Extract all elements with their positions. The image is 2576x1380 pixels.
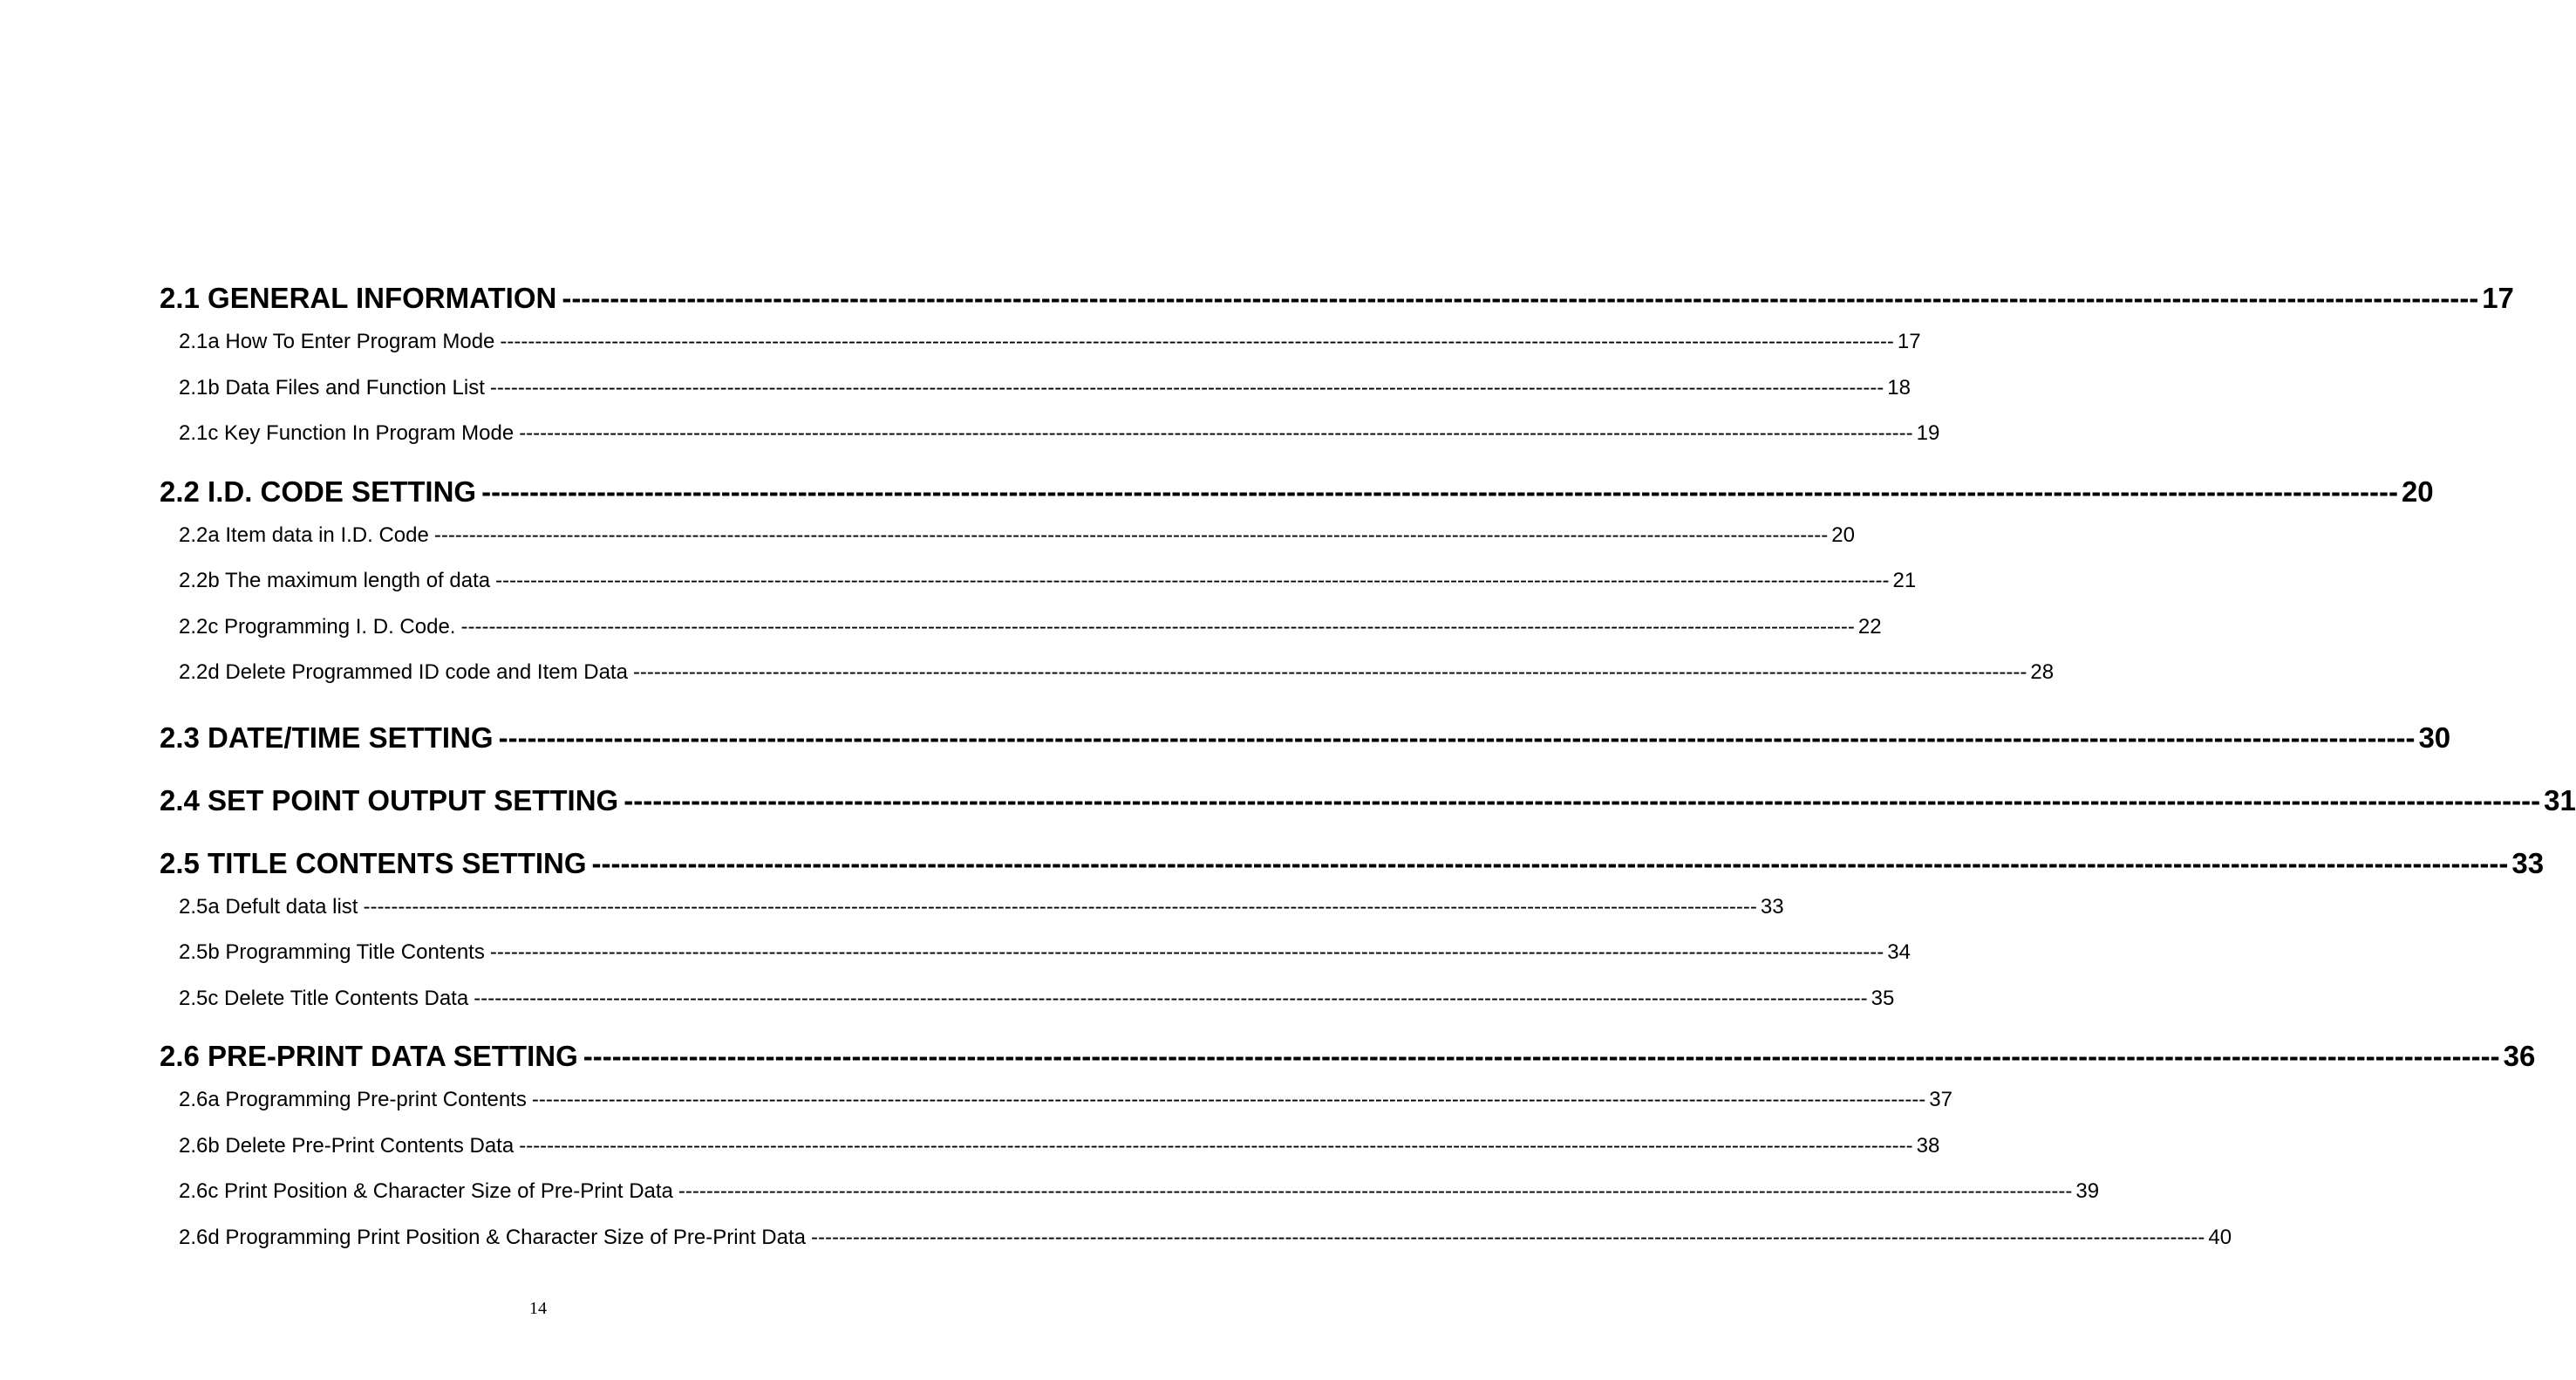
toc-page-number: 20 xyxy=(2401,475,2434,508)
toc-section-2-1[interactable] xyxy=(160,277,2514,319)
toc-subsection-2-2a[interactable] xyxy=(160,513,1855,559)
toc-subsection-title: 2.1a How To Enter Program Mode xyxy=(179,330,495,353)
toc-subsection-2-2b[interactable] xyxy=(160,558,1917,605)
dot-leader: -------------------------------------------------------------------------------------------------------------------------------------------------------------------------------------------------------- xyxy=(678,1179,2073,1203)
toc-page-number: 30 xyxy=(2418,721,2451,754)
dot-leader: -------------------------------------------------------------------------------------------------------------------------------------------------------------------------------------------------------- xyxy=(583,1040,2500,1072)
toc-section-title: 2.4 SET POINT OUTPUT SETTING xyxy=(160,783,619,816)
toc-page-number: 22 xyxy=(1857,614,1882,639)
toc-subsection-title: 2.1b Data Files and Function List xyxy=(179,375,485,400)
dot-leader: -------------------------------------------------------------------------------------------------------------------------------------------------------------------------------------------------------- xyxy=(474,986,1868,1010)
toc-section-title: 2.2 I.D. CODE SETTING xyxy=(160,475,477,508)
dot-leader: -------------------------------------------------------------------------------------------------------------------------------------------------------------------------------------------------------- xyxy=(498,721,2416,754)
dot-leader: -------------------------------------------------------------------------------------------------------------------------------------------------------------------------------------------------------- xyxy=(810,1225,2205,1249)
dot-leader: -------------------------------------------------------------------------------------------------------------------------------------------------------------------------------------------------------- xyxy=(562,282,2479,314)
table-of-contents xyxy=(160,277,2576,1260)
toc-page-number: 38 xyxy=(1916,1133,1940,1158)
toc-subsection-2-5c[interactable] xyxy=(160,976,1895,1022)
toc-subsection-2-1b[interactable] xyxy=(160,365,1911,412)
toc-section-2-2[interactable] xyxy=(160,471,2434,513)
toc-subsection-title: 2.5a Defult data list xyxy=(179,894,358,919)
toc-subsection-2-6d[interactable] xyxy=(160,1215,2232,1261)
toc-section-title: 2.5 TITLE CONTENTS SETTING xyxy=(160,846,587,879)
dot-leader: -------------------------------------------------------------------------------------------------------------------------------------------------------------------------------------------------------- xyxy=(489,940,1884,964)
toc-subsection-2-2c[interactable] xyxy=(160,605,1882,651)
toc-subsection-title: 2.5c Delete Title Contents Data xyxy=(179,986,469,1010)
toc-subsection-title: 2.6d Programming Print Position & Character Size of Pre-Print Data xyxy=(179,1225,806,1249)
dot-leader: -------------------------------------------------------------------------------------------------------------------------------------------------------------------------------------------------------- xyxy=(489,375,1884,400)
toc-page-number: 37 xyxy=(1929,1088,1952,1111)
toc-section-2-5[interactable] xyxy=(160,843,2545,885)
dot-leader: -------------------------------------------------------------------------------------------------------------------------------------------------------------------------------------------------------- xyxy=(519,1133,1913,1158)
toc-subsection-2-6c[interactable] xyxy=(160,1169,2100,1215)
toc-subsection-title: 2.6c Print Position & Character Size of Pre-Print Data xyxy=(179,1179,673,1203)
toc-section-2-3[interactable] xyxy=(160,717,2451,759)
toc-page-number: 20 xyxy=(1831,523,1855,547)
toc-subsection-title: 2.2d Delete Programmed ID code and Item Data xyxy=(179,660,628,684)
dot-leader: -------------------------------------------------------------------------------------------------------------------------------------------------------------------------------------------------------- xyxy=(495,569,1890,592)
dot-leader: -------------------------------------------------------------------------------------------------------------------------------------------------------------------------------------------------------- xyxy=(624,783,2541,816)
toc-subsection-2-6a[interactable] xyxy=(160,1077,1952,1124)
dot-leader: -------------------------------------------------------------------------------------------------------------------------------------------------------------------------------------------------------- xyxy=(363,894,1757,919)
toc-page-number: 18 xyxy=(1887,375,1911,400)
toc-page-number: 33 xyxy=(2511,846,2545,879)
dot-leader: -------------------------------------------------------------------------------------------------------------------------------------------------------------------------------------------------------- xyxy=(460,614,1855,639)
page-number: 14 xyxy=(529,1299,547,1318)
toc-subsection-2-5a[interactable] xyxy=(160,885,1784,931)
dot-leader: -------------------------------------------------------------------------------------------------------------------------------------------------------------------------------------------------------- xyxy=(531,1088,1926,1111)
toc-subsection-title: 2.6a Programming Pre-print Contents xyxy=(179,1088,527,1111)
toc-page-number: 19 xyxy=(1916,421,1940,445)
toc-page-number: 31 xyxy=(2544,783,2576,816)
toc-subsection-2-5b[interactable] xyxy=(160,930,1911,976)
toc-section-title: 2.1 GENERAL INFORMATION xyxy=(160,282,557,314)
dot-leader: -------------------------------------------------------------------------------------------------------------------------------------------------------------------------------------------------------- xyxy=(632,660,2027,684)
toc-page-number: 21 xyxy=(1892,569,1917,592)
toc-page-number: 40 xyxy=(2208,1225,2232,1249)
toc-subsection-title: 2.2b The maximum length of data xyxy=(179,569,491,592)
toc-subsection-title: 2.6b Delete Pre-Print Contents Data xyxy=(179,1133,515,1158)
toc-page-number: 33 xyxy=(1760,894,1784,919)
dot-leader: -------------------------------------------------------------------------------------------------------------------------------------------------------------------------------------------------------- xyxy=(433,523,1829,547)
dot-leader: -------------------------------------------------------------------------------------------------------------------------------------------------------------------------------------------------------- xyxy=(591,846,2509,879)
toc-section-2-6[interactable] xyxy=(160,1035,2536,1077)
toc-subsection-2-1a[interactable] xyxy=(160,319,1921,365)
toc-subsection-title: 2.5b Programming Title Contents xyxy=(179,940,485,964)
toc-subsection-title: 2.1c Key Function In Program Mode xyxy=(179,421,515,445)
dot-leader: -------------------------------------------------------------------------------------------------------------------------------------------------------------------------------------------------------- xyxy=(481,475,2398,508)
dot-leader: -------------------------------------------------------------------------------------------------------------------------------------------------------------------------------------------------------- xyxy=(519,421,1913,445)
toc-subsection-2-6b[interactable] xyxy=(160,1124,1940,1170)
toc-page-number: 17 xyxy=(1897,330,1921,353)
toc-page-number: 34 xyxy=(1887,940,1911,964)
toc-page-number: 35 xyxy=(1871,986,1895,1010)
toc-page-number: 17 xyxy=(2482,282,2514,314)
toc-page-number: 39 xyxy=(2075,1179,2100,1203)
toc-subsection-title: 2.2c Programming I. D. Code. xyxy=(179,614,456,639)
toc-subsection-2-2d[interactable] xyxy=(160,650,2055,696)
dot-leader: -------------------------------------------------------------------------------------------------------------------------------------------------------------------------------------------------------- xyxy=(500,330,1894,353)
toc-section-title: 2.3 DATE/TIME SETTING xyxy=(160,721,494,754)
toc-subsection-title: 2.2a Item data in I.D. Code xyxy=(179,523,429,547)
toc-page-number: 36 xyxy=(2503,1040,2536,1072)
toc-section-title: 2.6 PRE-PRINT DATA SETTING xyxy=(160,1040,578,1072)
toc-page-number: 28 xyxy=(2030,660,2055,684)
toc-section-2-4[interactable] xyxy=(160,780,2576,822)
toc-subsection-2-1c[interactable] xyxy=(160,411,1940,457)
